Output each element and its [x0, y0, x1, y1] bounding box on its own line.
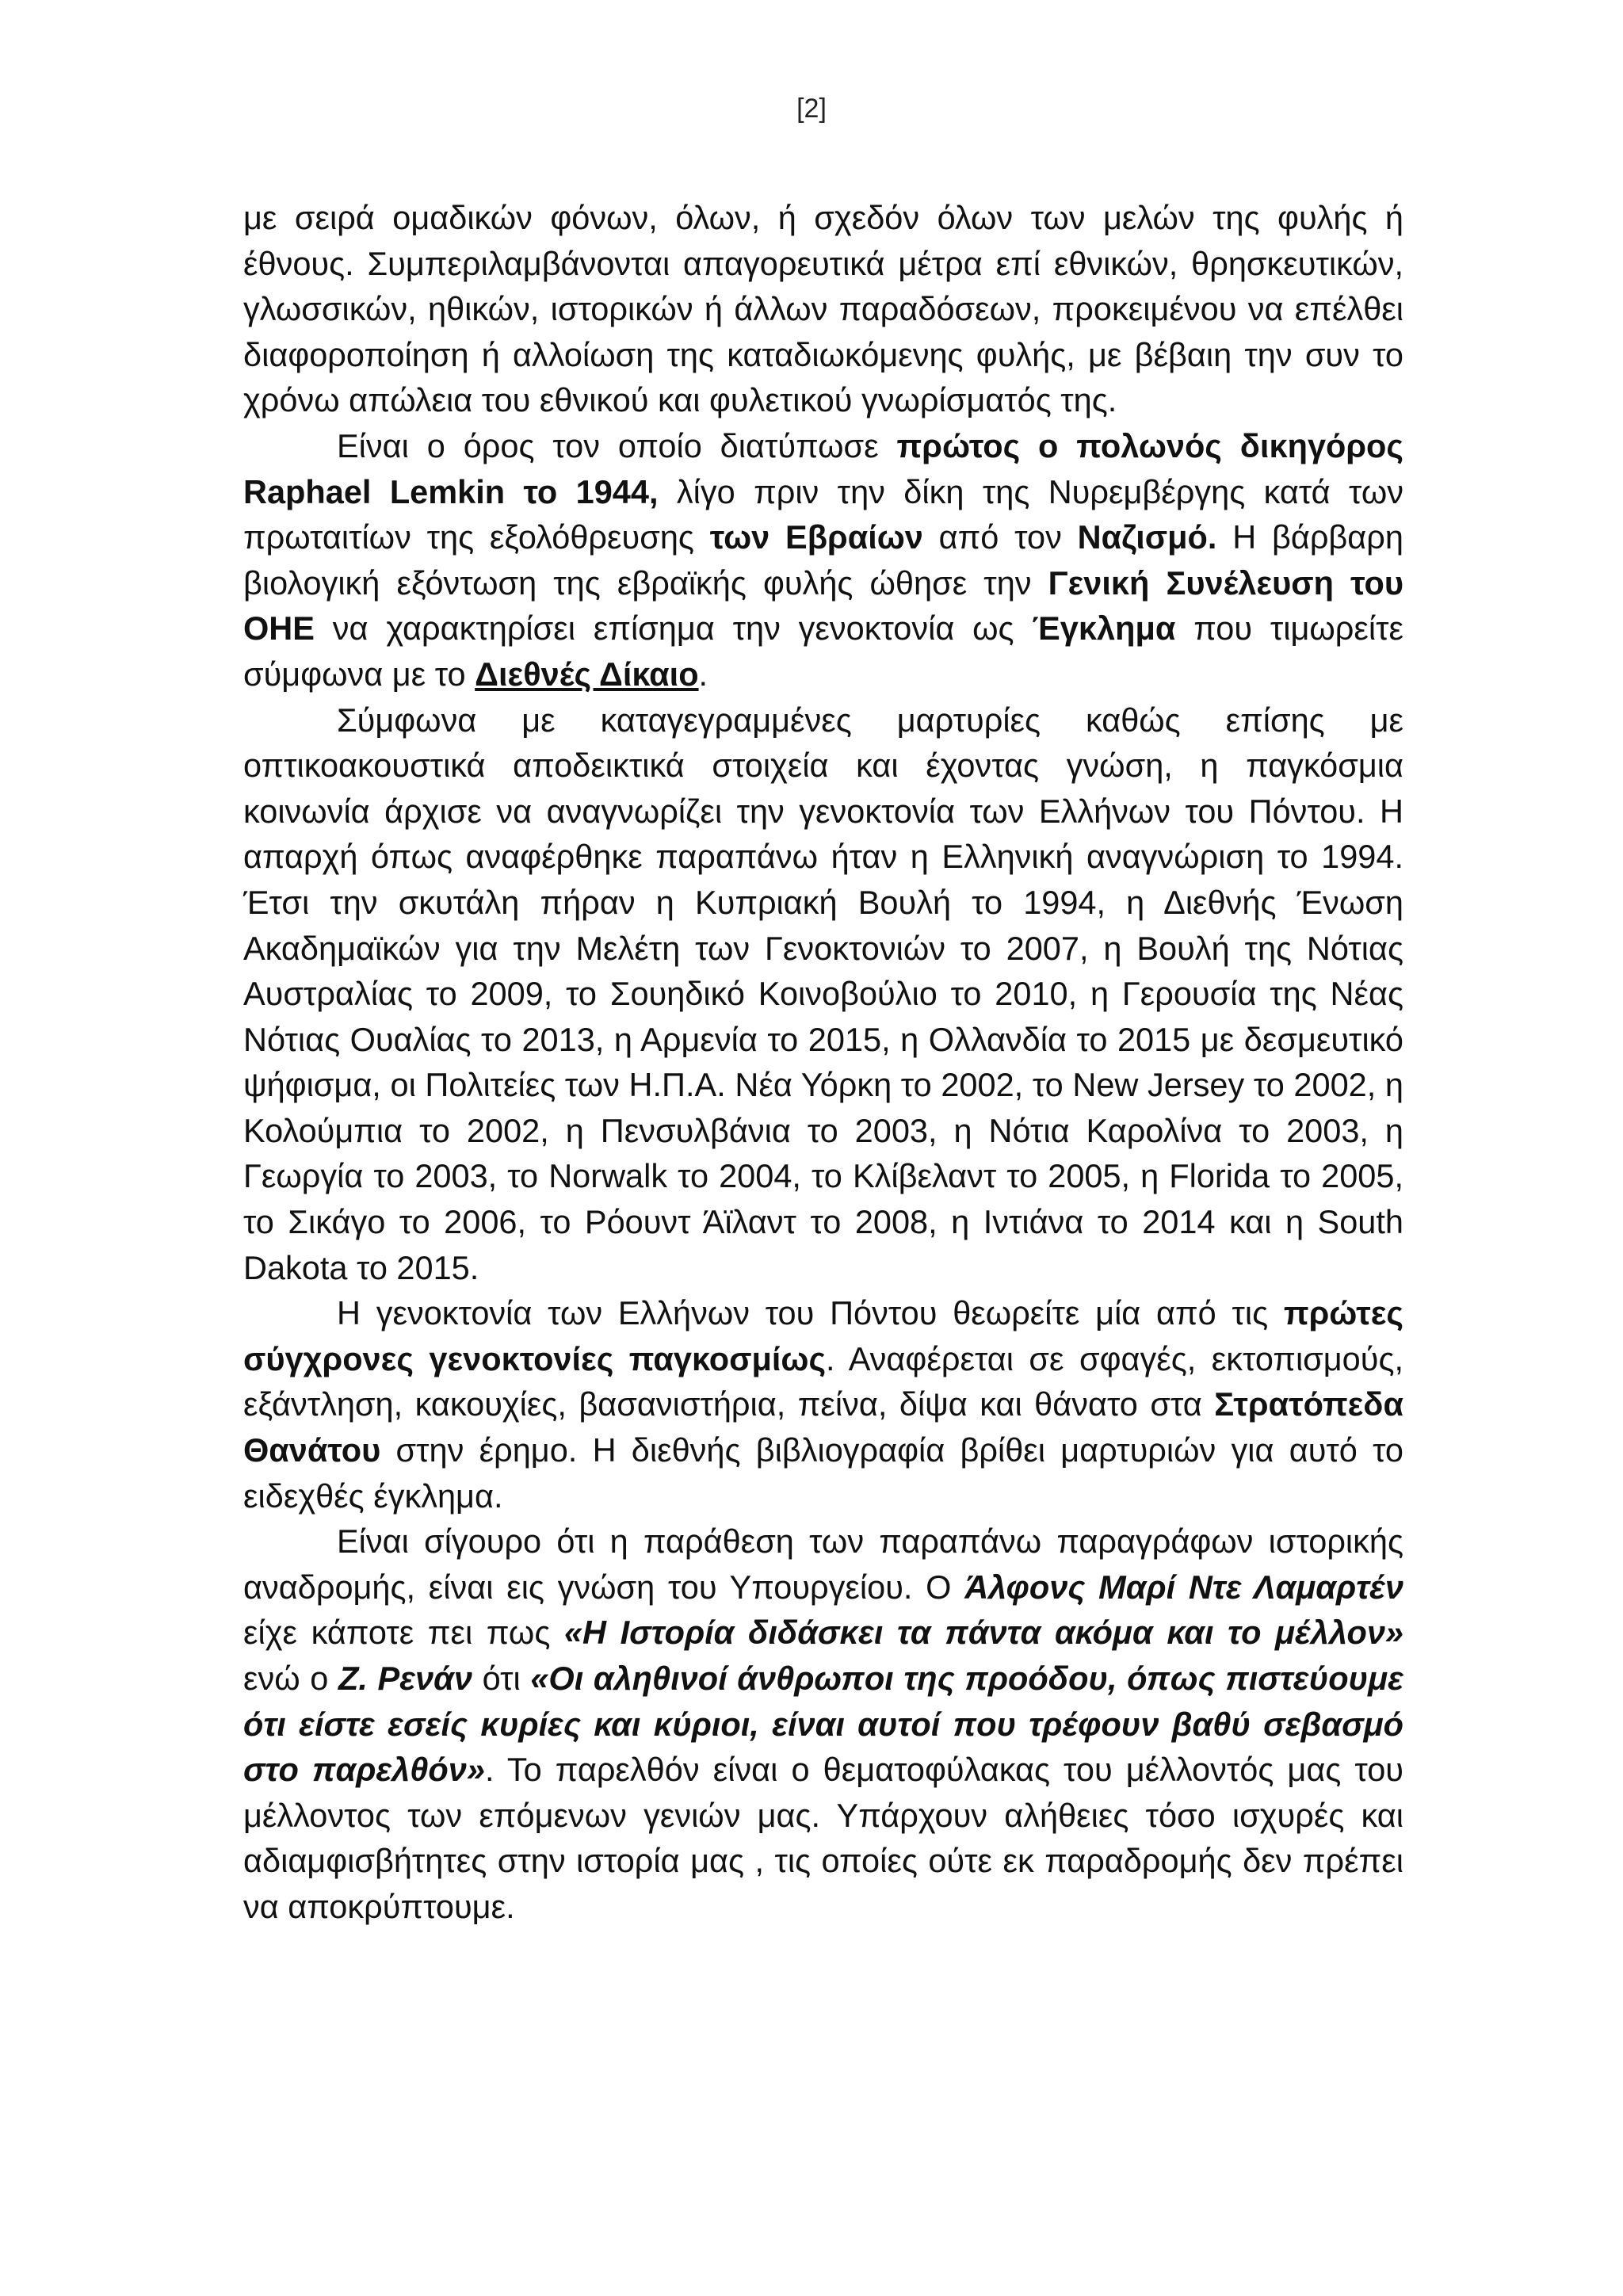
- text-run: να χαρακτηρίσει επίσημα την γενοκτονία ως: [314, 609, 1033, 648]
- bold-italic-text: «Η Ιστορία διδάσκει τα πάντα ακόμα και το μέλλον»: [563, 1614, 1403, 1652]
- paragraph: [243, 697, 1403, 1291]
- text-run: Η γενοκτονία των Ελλήνων του Πόντου θεωρείτε μία από τις: [337, 1294, 1284, 1332]
- bold-italic-text: Άλφονς Μαρί Ντε Λαμαρτέν: [964, 1568, 1404, 1606]
- text-run: Είναι σίγουρο ότι η παράθεση των παραπάνω παραγράφων ιστορικής αναδρομής, είναι εις γνώση του Υπουργείου. Ο: [243, 1522, 1403, 1606]
- bold-text: Γενική Συνέλευση του ΟΗΕ: [243, 563, 1403, 648]
- bold-text: Έγκλημα: [1032, 609, 1176, 648]
- text-run: Η βάρβαρη βιολογική εξόντωση της εβραϊκής φυλής ώθησε την: [243, 518, 1403, 602]
- paragraph: [243, 423, 1403, 697]
- text-run: .: [698, 655, 708, 693]
- paragraph: [243, 1290, 1403, 1519]
- text-run: στην έρημο. Η διεθνής βιβλιογραφία βρίθει μαρτυριών για αυτό το ειδεχθές έγκλημα.: [243, 1431, 1403, 1515]
- text-run: με σειρά ομαδικών φόνων, όλων, ή σχεδόν όλων των μελών της φυλής ή έθνους. Συμπεριλαμβάνονται απαγορευτικά μέτρα επί εθνικών, θρησκευτικών, γλωσσικών, ηθικών, ιστορικών ή άλλων παραδόσεων, προκειμένου να επέλθει διαφοροποίηση ή αλλοίωση της καταδιωκόμενης φυλής, με βέβαιη την συν το χρόνω απώλεια του εθνικού και φυλετικού γνωρίσματός της.: [243, 199, 1403, 419]
- text-run: από τον: [922, 518, 1078, 556]
- bold-text: των Εβραίων: [709, 518, 923, 556]
- paragraph: [243, 195, 1403, 423]
- page-number: [2]: [796, 94, 827, 124]
- text-run: . Αναφέρεται σε σφαγές, εκτοπισμούς, εξάντληση, κακουχίες, βασανιστήρια, πείνα, δίψα και θάνατο στα: [243, 1339, 1403, 1423]
- bold-text: πρώτος ο πολωνός δικηγόρος Raphael Lemkin το 1944,: [243, 426, 1403, 510]
- text-run: Είναι ο όρος τον οποίο διατύπωσε: [337, 426, 897, 464]
- text-run: Σύμφωνα με καταγεγραμμένες μαρτυρίες καθώς επίσης με οπτικοακουστικά αποδεικτικά στοιχεία και έχοντας γνώση, η παγκόσμια κοινωνία άρχισε να αναγνωρίζει την γενοκτονία των Ελλήνων του Πόντου. Η απαρχή όπως αναφέρθηκε παραπάνω ήταν η Ελληνική αναγνώριση το 1994. Έτσι την σκυτάλη πήραν η Κυπριακή Βουλή το 1994, η Διεθνής Ένωση Ακαδημαϊκών για την Μελέτη των Γενοκτονιών το 2007, η Βουλή της Νότιας Αυστραλίας το 2009, το Σουηδικό Κοινοβούλιο το 2010, η Γερουσία της Νέας Νότιας Ουαλίας το 2013, η Αρμενία το 2015, η Ολλανδία το 2015 με δεσμευτικό ψήφισμα, οι Πολιτείες των Η.Π.Α. Νέα Υόρκη το 2002, το New Jersey το 2002, η Κολούμπια το 2002, η Πενσυλβάνια το 2003, η Νότια Καρολίνα το 2003, η Γεωργία το 2003, το Norwalk το 2004, το Κλίβελαντ το 2005, η Florida το 2005, το Σικάγο το 2006, το Ρόουντ Άϊλαντ το 2008, η Ιντιάνα το 2014 και η South Dakota το 2015.: [243, 701, 1403, 1286]
- paragraph: [243, 1519, 1403, 1929]
- text-run: . Το παρελθόν είναι ο θεματοφύλακας του μέλλοντός μας του μέλλοντος των επόμενων γενιών μας. Υπάρχουν αλήθειες τόσο ισχυρές και αδιαμφισβήτητες στην ιστορία μας , τις οποίες ούτε εκ παραδρομής δεν πρέπει να αποκρύπτουμε.: [243, 1751, 1403, 1925]
- text-run: ότι: [472, 1660, 531, 1697]
- bold-text: Ναζισμό.: [1077, 518, 1217, 556]
- bold-italic-text: «Οι αληθινοί άνθρωποι της προόδου, όπως πιστεύουμε ότι είστε εσείς κυρίες και κύριοι, είναι αυτοί που τρέφουν βαθύ σεβασμό στο παρελθόν»: [243, 1660, 1403, 1789]
- bold-italic-text: Ζ. Ρενάν: [338, 1660, 472, 1697]
- text-run: που τιμωρείτε σύμφωνα με το: [243, 609, 1404, 693]
- text-run: ενώ ο: [243, 1660, 338, 1697]
- bold-text: Στρατόπεδα Θανάτου: [243, 1385, 1403, 1469]
- bold-text: πρώτες σύγχρονες γενοκτονίες παγκοσμίως: [243, 1294, 1403, 1377]
- body-text: [243, 195, 1403, 1930]
- text-run: λίγο πριν την δίκη της Νυρεμβέργης κατά των πρωταιτίων της εξολόθρευσης: [243, 472, 1403, 556]
- text-run: είχε κάποτε πει πως: [243, 1614, 564, 1652]
- bold-underlined-text: Διεθνές Δίκαιο: [475, 655, 699, 693]
